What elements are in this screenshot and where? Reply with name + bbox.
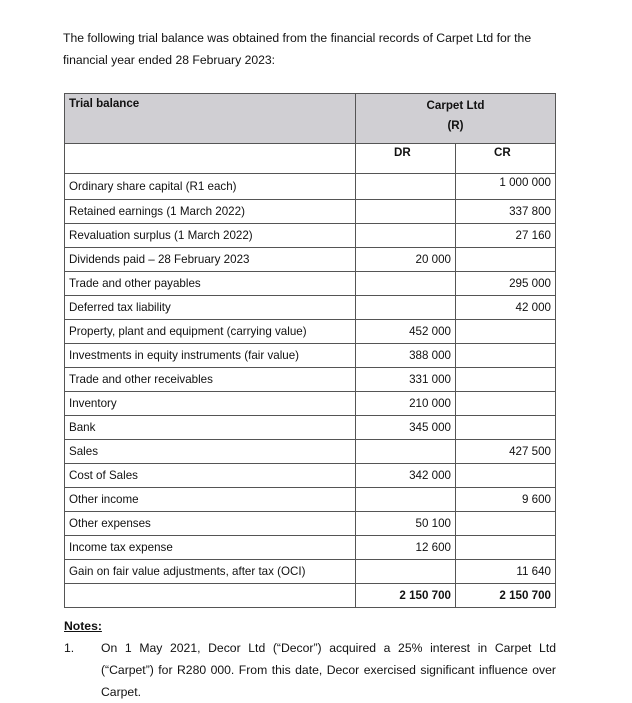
dr-amount xyxy=(356,560,456,584)
table-row xyxy=(65,392,556,416)
table-row xyxy=(65,296,556,320)
dr-amount xyxy=(356,296,456,320)
table-row xyxy=(65,344,556,368)
row-label: Cost of Sales xyxy=(65,464,356,488)
table-row xyxy=(65,200,556,224)
dr-amount: 342 000 xyxy=(356,464,456,488)
cr-amount: 27 160 xyxy=(456,224,556,248)
dr-amount xyxy=(356,224,456,248)
cr-amount xyxy=(456,464,556,488)
row-label: Investments in equity instruments (fair value) xyxy=(65,344,356,368)
note-text: On 1 May 2021, Decor Ltd (“Decor”) acquired a 25% interest in Carpet Ltd (“Carpet”) for R280 000. From this date, Decor exercised significant influence over Carpet. xyxy=(101,641,556,699)
intro-paragraph: The following trial balance was obtained from the financial records of Carpet Ltd for the financial year ended 28 February 2023: xyxy=(63,31,532,67)
row-label: Income tax expense xyxy=(65,536,356,560)
table-header-row xyxy=(65,94,556,144)
note-number: 1. xyxy=(64,641,75,655)
dr-column-header: DR xyxy=(356,144,456,174)
cr-amount: 11 640 xyxy=(456,560,556,584)
cr-amount xyxy=(456,368,556,392)
dr-amount: 12 600 xyxy=(356,536,456,560)
cr-column-header: CR xyxy=(456,144,556,174)
row-label: Gain on fair value adjustments, after tax (OCI) xyxy=(65,560,356,584)
dr-amount: 20 000 xyxy=(356,248,456,272)
trial-balance-table xyxy=(64,93,556,608)
table-row xyxy=(65,536,556,560)
cr-total: 2 150 700 xyxy=(456,584,556,608)
row-label: Revaluation surplus (1 March 2022) xyxy=(65,224,356,248)
cr-amount: 337 800 xyxy=(456,200,556,224)
row-label: Other expenses xyxy=(65,512,356,536)
cr-amount: 295 000 xyxy=(456,272,556,296)
table-row xyxy=(65,224,556,248)
table-row xyxy=(65,174,556,200)
cr-amount xyxy=(456,320,556,344)
dr-amount: 388 000 xyxy=(356,344,456,368)
table-row xyxy=(65,464,556,488)
row-label: Dividends paid – 28 February 2023 xyxy=(65,248,356,272)
column-header-row xyxy=(65,144,556,174)
total-row xyxy=(65,584,556,608)
notes-heading: Notes: xyxy=(64,619,102,633)
table-row xyxy=(65,248,556,272)
total-label xyxy=(65,584,356,608)
dr-amount: 345 000 xyxy=(356,416,456,440)
row-label: Inventory xyxy=(65,392,356,416)
cr-amount xyxy=(456,512,556,536)
dr-amount xyxy=(356,440,456,464)
cr-amount: 427 500 xyxy=(456,440,556,464)
cr-amount xyxy=(456,536,556,560)
dr-amount xyxy=(356,200,456,224)
row-label: Deferred tax liability xyxy=(65,296,356,320)
dr-total: 2 150 700 xyxy=(356,584,456,608)
empty-label-cell xyxy=(65,144,356,174)
note-item xyxy=(64,637,556,703)
cr-amount: 1 000 000 xyxy=(456,174,556,200)
company-header xyxy=(356,94,556,144)
cr-amount: 42 000 xyxy=(456,296,556,320)
table-row xyxy=(65,560,556,584)
row-label: Sales xyxy=(65,440,356,464)
table-row xyxy=(65,272,556,296)
company-name: Carpet Ltd xyxy=(426,99,485,112)
table-row xyxy=(65,416,556,440)
cr-amount xyxy=(456,392,556,416)
row-label: Other income xyxy=(65,488,356,512)
dr-amount: 50 100 xyxy=(356,512,456,536)
table-row xyxy=(65,488,556,512)
dr-amount: 210 000 xyxy=(356,392,456,416)
table-row xyxy=(65,368,556,392)
row-label: Trade and other payables xyxy=(65,272,356,296)
cr-amount xyxy=(456,416,556,440)
row-label: Ordinary share capital (R1 each) xyxy=(65,174,356,200)
table-row xyxy=(65,320,556,344)
cr-amount xyxy=(456,344,556,368)
table-row xyxy=(65,440,556,464)
dr-amount xyxy=(356,488,456,512)
cr-amount: 9 600 xyxy=(456,488,556,512)
cr-amount xyxy=(456,248,556,272)
row-label: Property, plant and equipment (carrying value) xyxy=(65,320,356,344)
row-label: Retained earnings (1 March 2022) xyxy=(65,200,356,224)
currency-label: (R) xyxy=(447,119,464,132)
dr-amount xyxy=(356,174,456,200)
dr-amount: 452 000 xyxy=(356,320,456,344)
row-label: Bank xyxy=(65,416,356,440)
dr-amount xyxy=(356,272,456,296)
dr-amount: 331 000 xyxy=(356,368,456,392)
table-row xyxy=(65,512,556,536)
table-title: Trial balance xyxy=(65,94,356,144)
row-label: Trade and other receivables xyxy=(65,368,356,392)
